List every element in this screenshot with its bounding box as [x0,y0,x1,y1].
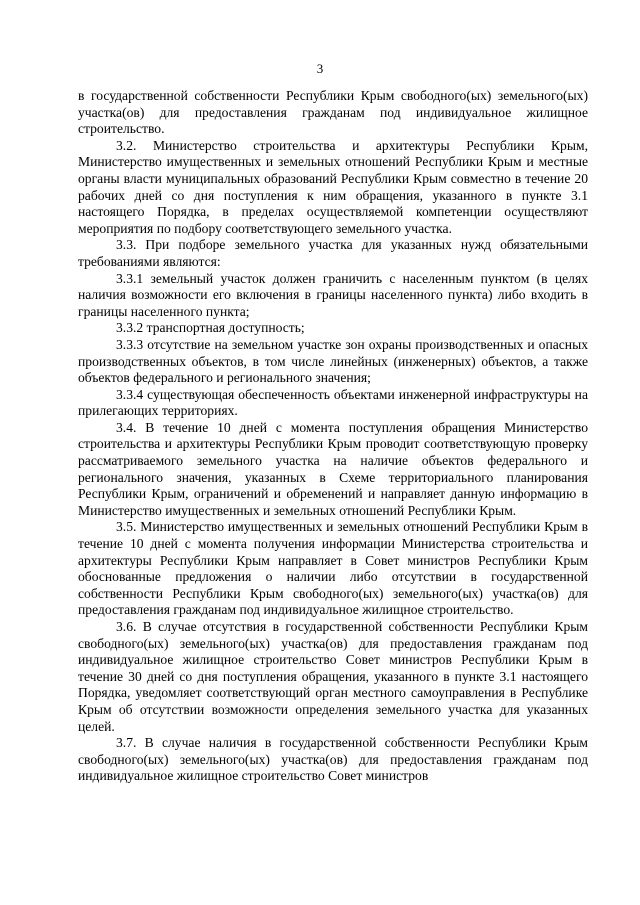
paragraph-3-3-3: 3.3.3 отсутствие на земельном участке зон охраны производственных и опасных производственных объектов, в том числе линейных (инженерных) объектов, а также объектов федерального и регионального значения; [78,336,588,386]
paragraph-3-3-1: 3.3.1 земельный участок должен граничить с населенным пунктом (в целях наличия возможности его включения в границы населенного пункта) либо входить в границы населенного пункта; [78,270,588,319]
paragraph-3-3-4: 3.3.4 существующая обеспеченность объектами инженерной инфраструктуры на прилегающих территориях. [78,386,588,419]
paragraph-3-7: 3.7. В случае наличия в государственной собственности Республики Крым свободного(ых) земельного(ых) участка(ов) для предоставления гражданам под индивидуальное жилищное строительство Совет министров [78,735,588,784]
paragraph-3-1-continuation: в государственной собственности Республики Крым свободного(ых) земельного(ых) участка(ов) для предоставления гражданам под индивидуальное жилищное строительство. [78,88,588,137]
document-body [78,88,588,785]
paragraph-3-4: 3.4. В течение 10 дней с момента поступления обращения Министерство строительства и архитектуры Республики Крым проводит соответствующую проверку рассматриваемого земельного участка на наличие объектов федерального и регионального значения, указанных в Схеме территориального планирования Республики Крым, ограничений и обременений и направляет данную информацию в Министерство имущественных и земельных отношений Республики Крым. [78,419,588,518]
page-number: 3 [316,61,324,76]
paragraph-3-3: 3.3. При подборе земельного участка для указанных нужд обязательными требованиями являются: [78,237,588,269]
paragraph-3-3-2: 3.3.2 транспортная доступность; [116,320,305,336]
paragraph-3-5: 3.5. Министерство имущественных и земельных отношений Республики Крым в течение 10 дней с момента получения информации Министерства строительства и архитектуры Республики Крым направляет в Совет министров Республики Крым обоснованные предложения о наличии либо отсутствии в государственной собственности Республики Крым свободного(ых) земельного(ых) участка(ов) для предоставления гражданам под индивидуальное жилищное строительство. [78,519,588,618]
paragraph-3-2: 3.2. Министерство строительства и архитектуры Республики Крым, Министерство имущественных и земельных отношений Республики Крым и местные органы власти муниципальных образований Республики Крым совместно в течение 20 рабочих дней со дня поступления к ним обращения, указанного в пункте 3.1 настоящего Порядка, в пределах осуществляемой компетенции осуществляют мероприятия по подбору соответствующего земельного участка. [78,137,588,236]
paragraph-3-6: 3.6. В случае отсутствия в государственной собственности Республики Крым свободного(ых) земельного(ых) участка(ов) для предоставления гражданам под индивидуальное жилищное строительство Совет министров Республики Крым в течение 30 дней со дня поступления обращения, указанного в пункте 3.1 настоящего Порядка, уведомляет соответствующий орган местного самоуправления в Республике Крым об отсутствии возможности определения земельного участка для указанных целей. [78,619,588,734]
